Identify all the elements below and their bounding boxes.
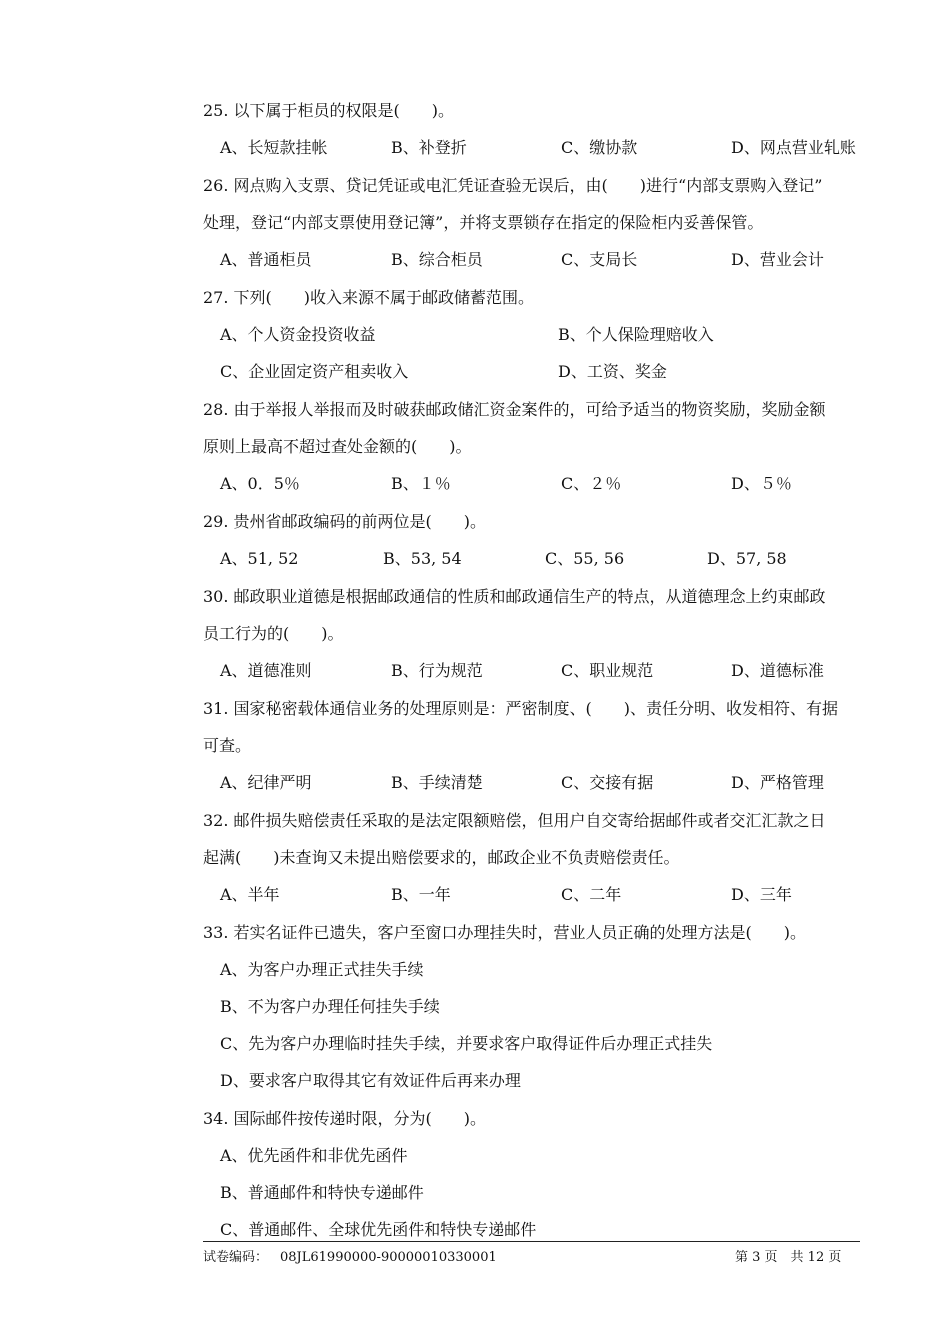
question-26-option-c: C、支局长 — [561, 250, 638, 269]
question-32-text-line-2: 起满( )未查询又未提出赔偿要求的，邮政企业不负责赔偿责任。 — [203, 848, 680, 867]
question-25-option-d: D、网点营业轧账 — [731, 138, 856, 157]
question-28-text-line-2: 原则上最高不超过查处金额的( )。 — [203, 437, 472, 456]
question-32-text-line-1: 32. 邮件损失赔偿责任采取的是法定限额赔偿，但用户自交寄给据邮件或者交汇汇款之日 — [203, 811, 826, 830]
question-32-option-d: D、三年 — [731, 885, 792, 904]
question-33-option-d: D、要求客户取得其它有效证件后再来办理 — [220, 1071, 521, 1090]
question-25-option-b: B、补登折 — [391, 138, 467, 157]
question-29-option-d: D、57, 58 — [707, 549, 787, 568]
question-28-option-b: B、１％ — [391, 474, 451, 493]
question-28-option-a: A、0．5％ — [220, 474, 300, 493]
question-31-option-b: B、手续清楚 — [391, 773, 483, 792]
question-30-option-d: D、道德标准 — [731, 661, 824, 680]
question-30-text-line-1: 30. 邮政职业道德是根据邮政通信的性质和邮政通信生产的特点，从道德理念上约束邮政 — [203, 587, 826, 606]
question-33-option-c: C、先为客户办理临时挂失手续，并要求客户取得证件后办理正式挂失 — [220, 1034, 713, 1053]
footer-code-value: 08JL61990000-90000010330001 — [280, 1250, 497, 1265]
question-28-text-line-1: 28. 由于举报人举报而及时破获邮政储汇资金案件的，可给予适当的物资奖励，奖励金额 — [203, 400, 826, 419]
question-28-option-d: D、５％ — [731, 474, 792, 493]
question-31-text-line-2: 可查。 — [203, 736, 252, 755]
question-28-option-c: C、２％ — [561, 474, 622, 493]
footer-divider — [203, 1241, 860, 1242]
question-30-option-a: A、道德准则 — [220, 661, 312, 680]
question-29-text: 29. 贵州省邮政编码的前两位是( )。 — [203, 512, 487, 531]
question-31-option-d: D、严格管理 — [731, 773, 824, 792]
question-26-option-a: A、普通柜员 — [220, 250, 312, 269]
question-33-text: 33. 若实名证件已遗失，客户至窗口办理挂失时，营业人员正确的处理方法是( )。 — [203, 923, 807, 942]
question-32-option-a: A、半年 — [220, 885, 280, 904]
question-31-text-line-1: 31. 国家秘密载体通信业务的处理原则是：严密制度、( )、责任分明、收发相符、有据 — [203, 699, 839, 718]
question-27-option-a: A、个人资金投资收益 — [220, 325, 376, 344]
question-26-text-line-2: 处理，登记“内部支票使用登记簿”，并将支票锁存在指定的保险柜内妥善保管。 — [203, 213, 764, 232]
question-25-option-c: C、缴协款 — [561, 138, 638, 157]
question-29-option-b: B、53, 54 — [383, 549, 462, 568]
question-31-option-c: C、交接有据 — [561, 773, 654, 792]
question-32-option-c: C、二年 — [561, 885, 622, 904]
question-31-option-a: A、纪律严明 — [220, 773, 312, 792]
question-34-option-b: B、普通邮件和特快专递邮件 — [220, 1183, 424, 1202]
question-27-option-b: B、个人保险理赔收入 — [558, 325, 714, 344]
question-30-option-b: B、行为规范 — [391, 661, 483, 680]
question-30-text-line-2: 员工行为的( )。 — [203, 624, 344, 643]
question-27-text: 27. 下列( )收入来源不属于邮政储蓄范围。 — [203, 288, 535, 307]
question-33-option-b: B、不为客户办理任何挂失手续 — [220, 997, 440, 1016]
question-25-option-a: A、长短款挂帐 — [220, 138, 328, 157]
question-25-text: 25. 以下属于柜员的权限是( )。 — [203, 101, 455, 120]
question-26-option-d: D、营业会计 — [731, 250, 824, 269]
question-34-text: 34. 国际邮件按传递时限，分为( )。 — [203, 1109, 487, 1128]
question-34-option-c: C、普通邮件、全球优先函件和特快专递邮件 — [220, 1220, 537, 1239]
footer-code-label: 试卷编码： — [203, 1250, 269, 1265]
question-29-option-a: A、51, 52 — [220, 549, 299, 568]
question-27-option-d: D、工资、奖金 — [558, 362, 667, 381]
question-32-option-b: B、一年 — [391, 885, 451, 904]
question-26-option-b: B、综合柜员 — [391, 250, 483, 269]
question-34-option-a: A、优先函件和非优先函件 — [220, 1146, 408, 1165]
footer-page-info: 第 3 页 共 12 页 — [735, 1250, 842, 1265]
question-33-option-a: A、为客户办理正式挂失手续 — [220, 960, 424, 979]
question-27-option-c: C、企业固定资产租卖收入 — [220, 362, 409, 381]
question-26-text-line-1: 26. 网点购入支票、贷记凭证或电汇凭证查验无误后，由( )进行“内部支票购入登记” — [203, 176, 823, 195]
question-30-option-c: C、职业规范 — [561, 661, 654, 680]
question-29-option-c: C、55, 56 — [545, 549, 625, 568]
